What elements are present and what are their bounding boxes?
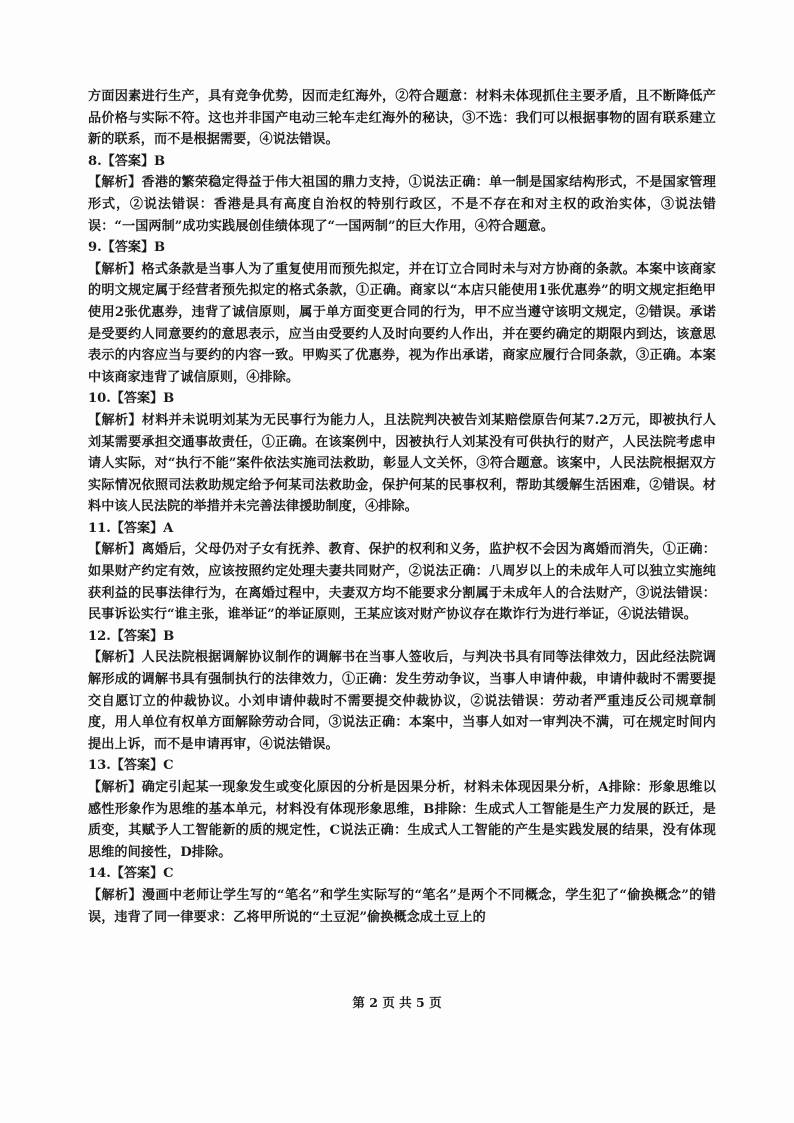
explanation-paragraph: 方面因素进行生产，具有竞争优势，因而走红海外，②符合题意：材料未体现抓住主要矛盾，且不断降低产品价格与实际不符。这也并非国产电动三轮车走红海外的秘诀，③不选：我们可以根据事物的固有联系建立新的联系，而不是根据需要，④说法错误。 (88, 89, 716, 148)
explanation-paragraph: 【解析】香港的繁荣稳定得益于伟大祖国的鼎力支持，①说法正确：单一制是国家结构形式，不是国家管理形式，②说法错误：香港是具有高度自治权的特别行政区，不是不存在和对主权的政治实体，③说法错误：“一国两制”成功实践展创佳绩体现了“一国两制”的巨大作用，④符合题意。 (88, 175, 716, 234)
answer-heading: 8.【答案】B (88, 153, 166, 169)
explanation-paragraph: 【解析】确定引起某一现象发生或变化原因的分析是因果分析，材料未体现因果分析，A排除：形象思维以感性形象作为思维的基本单元，材料没有体现形象思维，B排除：生成式人工智能是生产力发展的跃迁，是质变，其赋予人工智能新的质的规定性，C说法正确：生成式人工智能的产生是实践发展的结果，没有体现思维的间接性，D排除。 (88, 780, 716, 860)
explanation-paragraph: 【解析】材料并未说明刘某为无民事行为能力人，且法院判决被告刘某赔偿原告何某7.2万元，即被执行人刘某需要承担交通事故责任，①正确。在该案例中，因被执行人刘某没有可供执行的财产，人民法院考虑申请人实际，对“执行不能”案件依法实施司法救助，彰显人文关怀，③符合题意。该案中，人民法院根据双方实际情况依照司法救助规定给予何某司法救助金，保护何某的民事权利，帮助其缓解生活困难，②错误。材料中该人民法院的举措并未完善法律援助制度，④排除。 (88, 412, 716, 515)
explanation-paragraph: 【解析】人民法院根据调解协议制作的调解书在当事人签收后，与判决书具有同等法律效力，因此经法院调解形成的调解书具有强制执行的法律效力，①正确：发生劳动争议，当事人申请仲裁，申请仲裁时不需要提交自愿订立的仲裁协议。小刘申请仲裁时不需要提交仲裁协议，②说法错误：劳动者严重违反公司规章制度，用人单位有权单方面解除劳动合同，③说法正确：本案中，当事人如对一审判决不满，可在规定时间内提出上诉，而不是申请再审，④说法错误。 (88, 650, 716, 752)
answer-heading: 11.【答案】A (88, 520, 174, 536)
answer-heading: 14.【答案】C (88, 866, 174, 882)
answer-heading: 10.【答案】B (88, 391, 175, 407)
explanation-paragraph: 【解析】漫画中老师让学生写的“笔名”和学生实际写的“笔名”是两个不同概念，学生犯了“偷换概念”的错误，违背了同一律要求：乙将甲所说的“土豆泥”偷换概念成土豆上的 (88, 887, 716, 925)
answer-heading: 12.【答案】B (88, 628, 175, 644)
answer-key-content (88, 86, 716, 928)
explanation-paragraph: 【解析】格式条款是当事人为了重复使用而预先拟定，并在订立合同时未与对方协商的条款。本案中该商家的明文规定属于经营者预先拟定的格式条款，①正确。商家以“本店只能使用1张优惠券”的明文规定拒绝甲使用2张优惠券，违背了诚信原则，属于单方面变更合同的行为，甲不应当遵守该明文规定，②错误。承诺是受要约人同意要约的意思表示，应当由受要约人及时向要约人作出，并在要约确定的期限内到达，该意思表示的内容应当与要约的内容一致。甲购买了优惠券，视为作出承诺，商家应履行合同条款，③正确。本案中该商家违背了诚信原则，④排除。 (88, 261, 716, 385)
answer-heading: 13.【答案】C (88, 758, 174, 774)
page-footer: 第 2 页 共 5 页 (352, 995, 442, 1010)
explanation-paragraph: 【解析】离婚后，父母仍对子女有抚养、教育、保护的权利和义务，监护权不会因为离婚而消失，①正确：如果财产约定有效，应该按照约定处理夫妻共同财产，②说法正确：八周岁以上的未成年人可以独立实施纯获利益的民事法律行为，在离婚过程中，夫妻双方均不能要求分割属于未成年人的合法财产，③说法错误：民事诉讼实行“谁主张，谁举证”的举证原则，王某应该对财产协议存在欺诈行为进行举证，④说法错误。 (88, 542, 716, 623)
answer-heading: 9.【答案】B (88, 240, 166, 256)
